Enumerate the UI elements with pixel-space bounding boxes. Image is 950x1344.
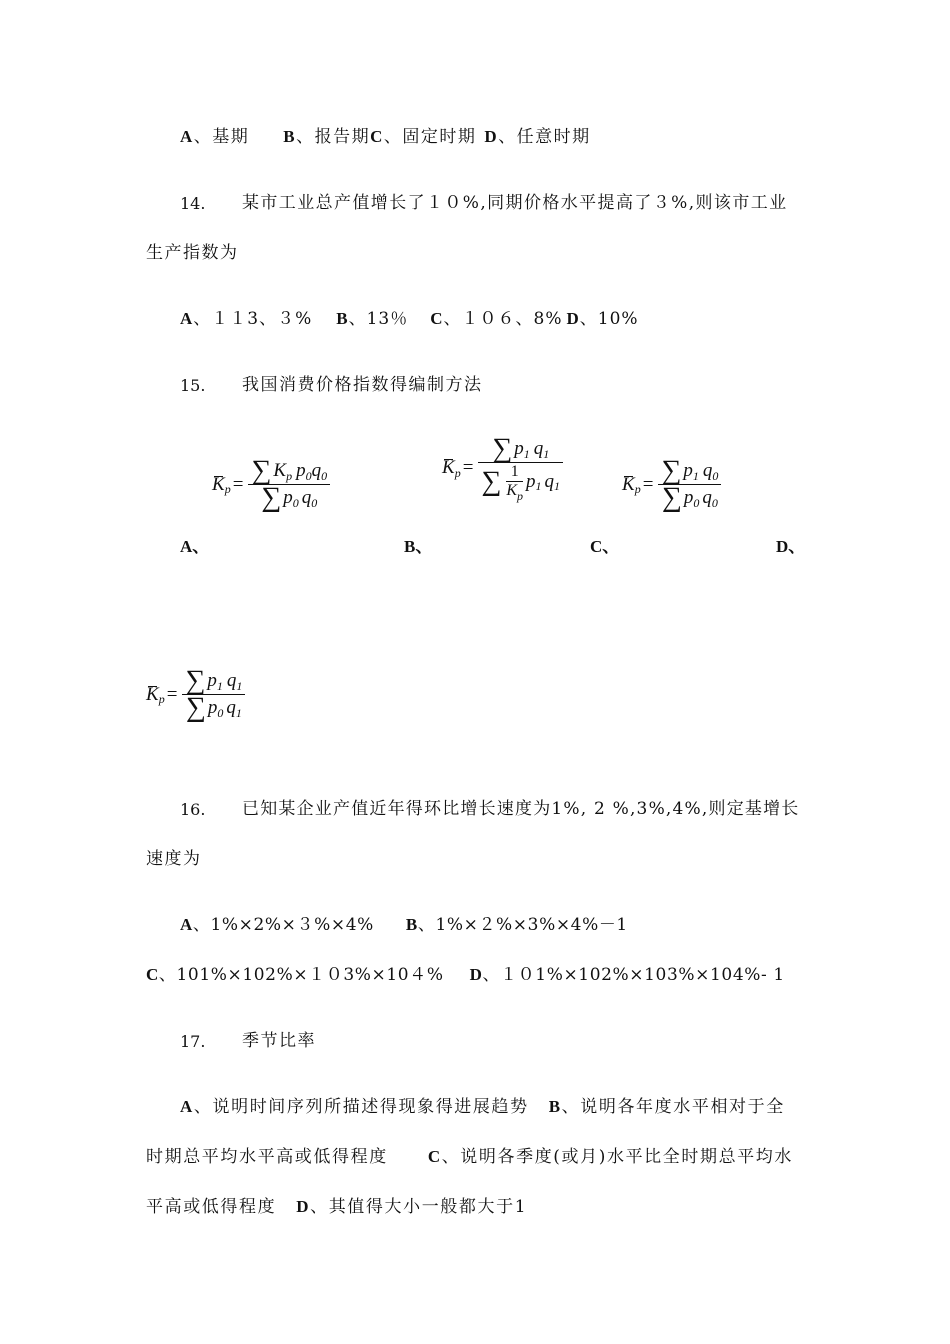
q17-option-a: 、说明时间序列所描述得现象得进展趋势 (193, 1097, 529, 1117)
q16-option-a-letter: A (180, 915, 193, 934)
q16-option-b: 、1%×２%×3%×4%－1 (417, 915, 628, 935)
formula-a-k: K (212, 473, 225, 495)
q14-option-b-letter: B (336, 309, 349, 328)
q15-label-a: A、 (180, 537, 210, 556)
q17-option-a-letter: A (180, 1097, 194, 1116)
q13-options (180, 126, 591, 148)
q17-option-c-letter: C (427, 1147, 442, 1166)
q14-option-a: 、１１3、３% (193, 309, 313, 329)
q13-option-a-letter: A (180, 127, 194, 146)
q13-option-b-letter: B (283, 127, 297, 146)
q14-option-d-letter: D (566, 309, 580, 328)
q16-question-line2: 速度为 (146, 849, 202, 869)
q17-option-b: 、说明各年度水平相对于全 (561, 1097, 785, 1117)
q17-option-d: 、其值得大小一般都大于1 (310, 1197, 528, 1217)
formula-a: K p = ∑ K p p 0 q 0 ∑ p 0 q 0 (212, 458, 330, 511)
q14-option-a-letter: A (180, 309, 194, 328)
q17-option-d-letter: D (296, 1197, 311, 1216)
formula-d: K p = ∑ p 1 q 1 ∑ p 0 q 1 (146, 668, 245, 721)
q16-options-cd (146, 964, 785, 986)
q16-option-d: 、１０1%×102%×103%×104%- 1 (482, 965, 785, 985)
q17-question: 季节比率 (242, 1031, 316, 1051)
q15-label-d: D、 (776, 537, 806, 556)
q17-options-line2 (146, 1146, 793, 1168)
q13-option-c-letter: C (370, 127, 384, 146)
formula-b-k: K (442, 457, 455, 478)
formula-b-fraction: ∑ p 1 q 1 ∑ $\frac{1}{K_p}$ p 1 q 1 (478, 436, 563, 500)
q17-option-c-cont: 平高或低得程度 (146, 1197, 277, 1217)
q15-label-b: B、 (404, 537, 433, 556)
formula-c-fraction: ∑ p 1 q 0 ∑ p 0 q 0 (658, 458, 721, 511)
q17-options-line1 (180, 1096, 785, 1118)
q14-number: 14. (180, 194, 206, 213)
formula-d-k: K (146, 683, 159, 705)
q14-question-line1: 某市工业总产值增长了１０%,同期价格水平提高了３%,则该市工业 (242, 193, 788, 213)
q13-option-a: 、基期 (193, 127, 250, 147)
q15-label-c: C、 (590, 537, 620, 556)
q14-question-line2: 生产指数为 (146, 243, 239, 263)
q16-option-b-letter: B (405, 915, 418, 934)
q17-options-line3 (146, 1196, 527, 1218)
q14-option-c-letter: C (430, 309, 444, 328)
formula-d-fraction: ∑ p 1 q 1 ∑ p 0 q 1 (182, 668, 245, 721)
q14-options (180, 308, 639, 330)
q17-option-b-cont: 时期总平均水平高或低得程度 (146, 1147, 388, 1167)
q14-option-b: 、13％ (348, 309, 409, 329)
q17-option-b-letter: B (548, 1097, 562, 1116)
q15-number: 15. (180, 376, 206, 395)
q16-option-c: 、101%×102%×１０3%×10４% (158, 965, 444, 985)
q13-option-c: 、固定时期 (383, 127, 477, 147)
formula-c: K p = ∑ p 1 q 0 ∑ p 0 q 0 (622, 458, 721, 511)
q16-option-a: 、1%×2%×３%×4% (192, 915, 374, 935)
q17-number: 17. (180, 1032, 206, 1051)
q16-question-line1: 已知某企业产值近年得环比增长速度为1%, 2 %,3%,4%,则定基增长 (242, 799, 800, 819)
q13-option-b: 、报告期 (296, 127, 371, 147)
q14-option-c: 、１０６、8% (443, 309, 563, 329)
q13-option-d: 、任意时期 (498, 127, 591, 147)
q16-option-c-letter: C (146, 965, 159, 984)
q14-option-d: 、10% (579, 309, 639, 329)
q17-option-c: 、说明各季度(或月)水平比全时期总平均水 (441, 1147, 793, 1167)
formula-b: K p = ∑ p 1 q 1 ∑ $\frac{1}{K_p}$ p 1 q 1 (442, 436, 563, 500)
formula-a-fraction: ∑ K p p 0 q 0 ∑ p 0 q 0 (248, 458, 330, 511)
q16-options-ab (180, 914, 628, 936)
formula-c-k: K (622, 473, 635, 495)
q15-question: 我国消费价格指数得编制方法 (242, 375, 483, 395)
q13-option-d-letter: D (484, 127, 499, 146)
q16-option-d-letter: D (469, 965, 483, 984)
q16-number: 16. (180, 800, 206, 819)
